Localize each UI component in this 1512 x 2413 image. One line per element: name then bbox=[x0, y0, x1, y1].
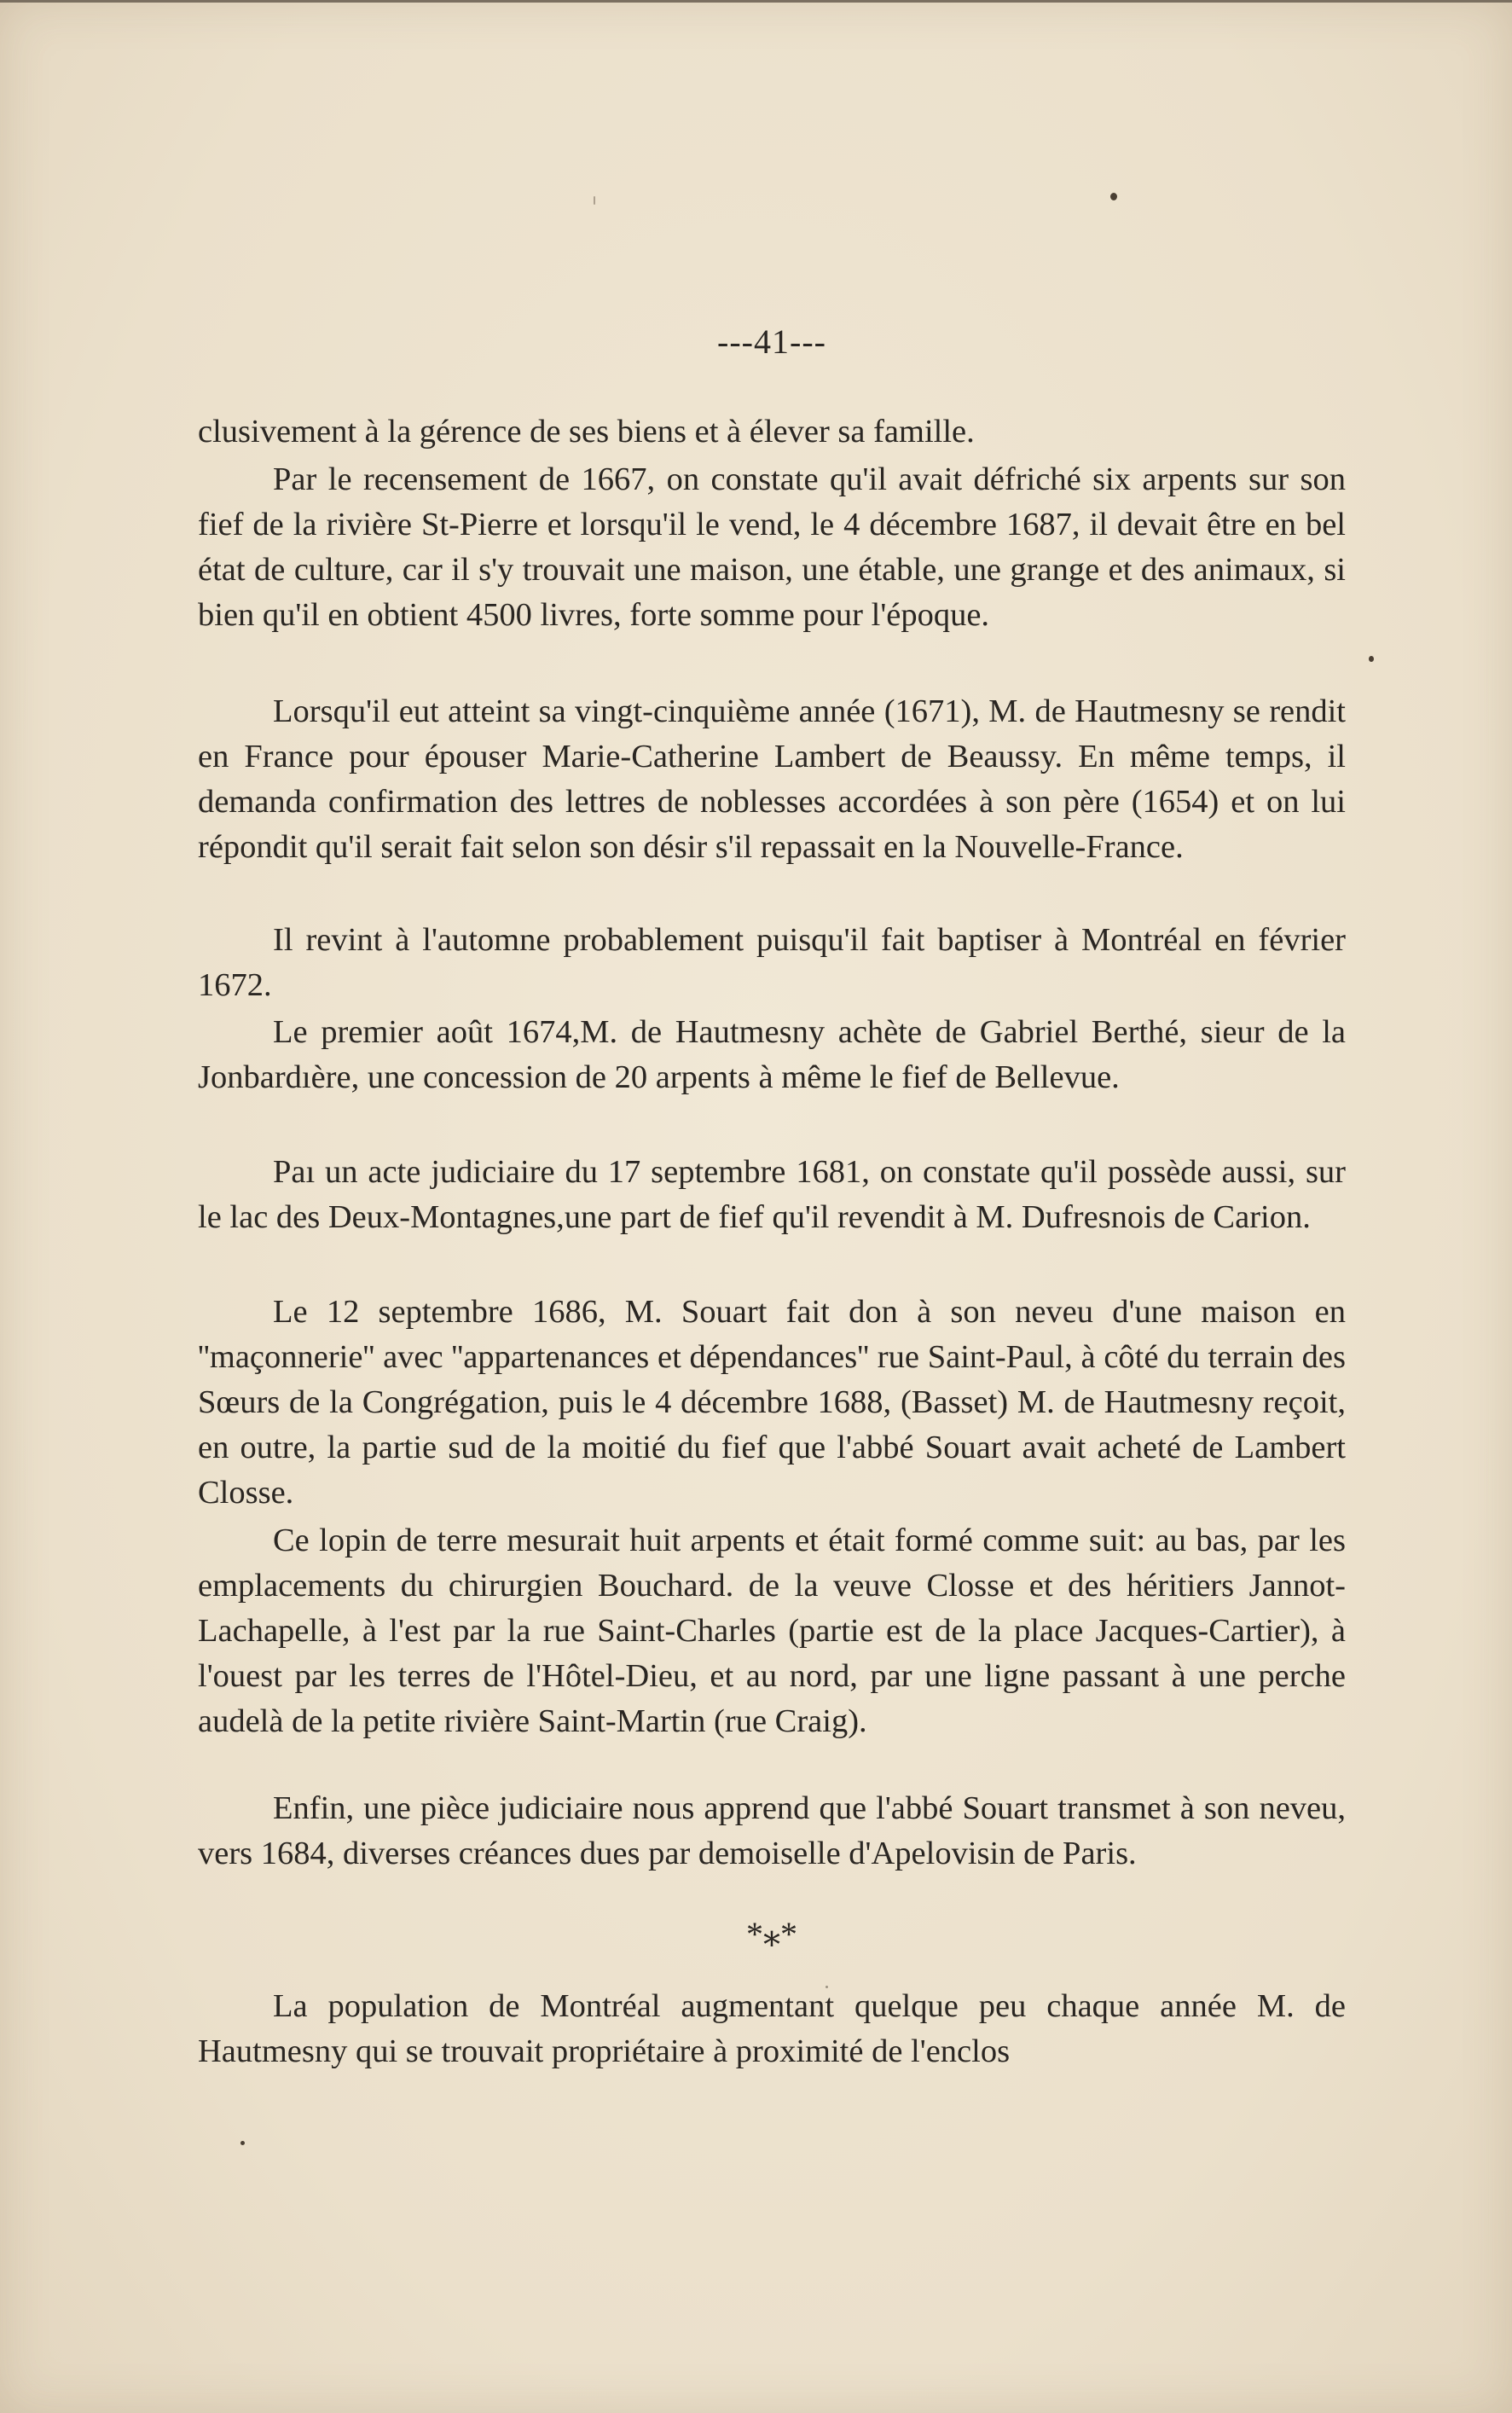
section-break-asterism: *⁎* bbox=[746, 1915, 797, 1953]
paragraph-1: clusivement à la gérence de ses biens et à élever sa famille. bbox=[198, 414, 975, 450]
paper-speck bbox=[1369, 656, 1374, 662]
paragraph-7: Le 12 septembre 1686, M. Souart fait don à son neveu d'une maison en ''maçonnerie'' avec ''appartenances et dépendances'' rue Saint-Paul, à côté du terrain des Sœurs de la Congrégation, puis le 4 décembre 1688, (Basset) M. de Hautmesny reçoit, en outre, la partie sud de la moitié du fief que l'abbé Souart avait acheté de Lambert Closse. bbox=[198, 1294, 1346, 1511]
paragraph-2: Par le recensement de 1667, on constate qu'il avait défriché six arpents sur son fief de la rivière St-Pierre et lorsqu'il le vend, le 4 décembre 1687, il devait être en bel état de culture, car il s'y trouvait une maison, une étable, une grange et des animaux, si bien qu'il en obtient 4500 livres, forte somme pour l'époque. bbox=[198, 461, 1346, 633]
paragraph-8: Ce lopin de terre mesurait huit arpents et était formé comme suit: au bas, par les emplacements du chirurgien Bouchard. de la veuve Closse et des héritiers Jannot-Lachapelle, à l'est par la rue Saint-Charles (partie est de la place Jacques-Cartier), à l'ouest par les terres de l'Hôtel-Dieu, et au nord, par une ligne passant à une perche audelà de la petite rivière Saint-Martin (rue Craig). bbox=[198, 1523, 1346, 1739]
paragraph-4: Il revint à l'automne probablement puisqu'il fait baptiser à Montréal en février 1672. bbox=[198, 922, 1346, 1003]
paper-speck bbox=[1110, 193, 1117, 200]
paper-speck bbox=[594, 196, 595, 205]
paper-speck bbox=[240, 2141, 245, 2145]
paragraph-6: Paı un acte judiciaire du 17 septembre 1681, on constate qu'il possède aussi, sur le lac des Deux-Montagnes,une part de fief qu'il revendit à M. Dufresnois de Carion. bbox=[198, 1154, 1346, 1235]
paragraph-9: Enfin, une pièce judiciaire nous apprend que l'abbé Souart transmet à son neveu, vers 1684, diverses créances dues par demoiselle d'Apelovisin de Paris. bbox=[198, 1790, 1346, 1871]
paragraph-10: La population de Montréal augmentant quelque peu chaque année M. de Hautmesny qui se trouvait propriétaire à proximité de l'enclos bbox=[198, 1988, 1346, 2069]
paragraph-3: Lorsqu'il eut atteint sa vingt-cinquième année (1671), M. de Hautmesny se rendit en France pour épouser Marie-Catherine Lambert de Beaussy. En même temps, il demanda confirmation des lettres de noblesses accordées à son père (1654) et on lui répondit qu'il serait fait selon son désir s'il repassait en la Nouvelle-France. bbox=[198, 693, 1346, 865]
paragraph-5: Le premier août 1674,M. de Hautmesny achète de Gabriel Berthé, sieur de la Jonbardıère, une concession de 20 arpents à même le fief de Bellevue. bbox=[198, 1014, 1346, 1095]
page-top-edge bbox=[0, 0, 1512, 3]
page-number: ---41--- bbox=[717, 322, 826, 361]
